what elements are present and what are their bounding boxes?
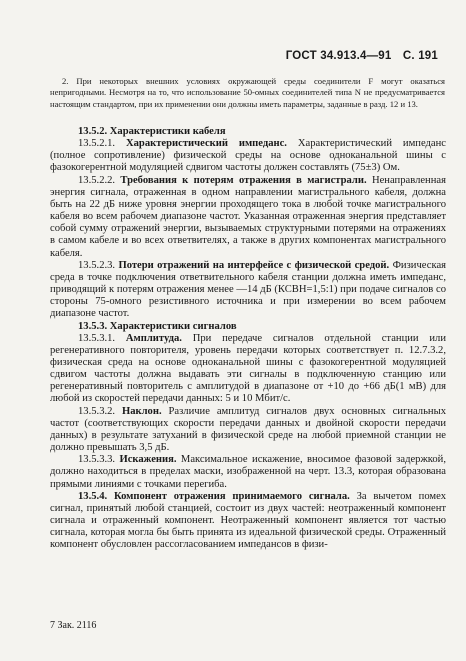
clause-text: Максимальное искажение, вносимое фазовой задержкой, должно находиться в пределах маски, изображенной на черт. 13.3, которая образована прямыми линиями с точками перегиба. xyxy=(50,454,446,490)
clause-title: Требования к потерям отражения в магистрали. xyxy=(120,174,367,186)
main-text xyxy=(50,126,446,551)
clause-title: Компонент отражения принимаемого сигнала. xyxy=(113,490,350,502)
page-header xyxy=(278,50,438,62)
clause-title: Искажения. xyxy=(119,454,177,466)
paragraph-13-5-4 xyxy=(50,491,446,552)
clause-number: 13.5.2.3. xyxy=(78,259,116,271)
paragraph-13-5-3-1 xyxy=(50,333,446,406)
clause-text: При передаче сигналов отдельной станции или регенеративного повторителя, уровень передачи которых соответствует п. 12.7.3.2, физическая среда на основе одноканальной шины с фазокогерентной модуляцией сдвигом частоты должна выдавать эти сигналы в подключенную станцию или регенеративный повторитель с амплитудой в диапазоне от +10 до +66 дБ(1 мВ) для любой из скоростей передачи данных: 5 и 10 Мбит/с. xyxy=(50,332,446,405)
clause-text: Ненаправленная энергия сигнала, отраженная в одном направлении магистрального кабеля, должна быть на 22 дБ ниже уровня энергии проходящего тока в любой точке магистрального кабеля во всем рабочем диапазоне частот. Указанная отраженная энергия представляет собой сумму отражений энергии, вызываемых структурными потерями на отражениях в самом кабеле и во всех ответвителях, а также в других компонентах магистрального кабеля. xyxy=(50,174,446,259)
standard-number: ГОСТ 34.913.4—91 xyxy=(285,50,392,62)
clause-title: Наклон. xyxy=(121,405,162,417)
paragraph-13-5-3-2 xyxy=(50,406,446,455)
clause-title: Характеристический импеданс. xyxy=(125,138,287,150)
footnote-paragraph: 2. При некоторых внешних условиях окружающей среды соединители F могут оказаться непригодными. Несмотря на то, что использование 50-омных соединителей типа N не предусматривается настоящим стандартом, при их применении они должны иметь параметры, заданные в разд. 12 и 13. xyxy=(50,76,445,109)
section-heading-13-5-3: 13.5.3. Характеристики сигналов xyxy=(78,320,237,332)
clause-number: 13.5.3.3. xyxy=(78,454,116,466)
page-number: С. 191 xyxy=(402,50,438,62)
clause-number: 13.5.4. xyxy=(78,490,108,502)
section-heading-13-5-2: 13.5.2. Характеристики кабеля xyxy=(78,126,226,137)
clause-number: 13.5.3.2. xyxy=(78,405,116,417)
clause-text: Различие амплитуд сигналов двух основных сигнальных частот (соответствующих скорости передачи данных и двойной скорости передачи данных) в результате затуханий в физической среде на любой приемной станции не должно превышать 3,5 дБ. xyxy=(50,405,446,454)
clause-number: 13.5.2.1. xyxy=(78,138,116,150)
printer-mark: 7 Зак. 2116 xyxy=(50,620,97,631)
clause-title: Потери отражений на интерфейсе с физической средой. xyxy=(118,259,390,271)
clause-title: Амплитуда. xyxy=(125,332,182,344)
paragraph-13-5-2-1 xyxy=(50,138,446,174)
clause-text: Характеристический импеданс (полное сопротивление) физической среды на основе одноканальной шины с фазокогерентной модуляцией сдвигом частоты должен составлять (75±3) Ом. xyxy=(50,138,446,174)
clause-number: 13.5.3.1. xyxy=(78,332,116,344)
clause-number: 13.5.2.2. xyxy=(78,174,116,186)
paragraph-13-5-2-2 xyxy=(50,175,446,260)
clause-text: За вычетом помех сигнал, принятый любой станцией, состоит из двух частей: неотраженный компонент сигнала и отраженный компонент. Неотраженный компонент является тот частью сигнала, которая могла бы быть принята из идеальной физической среды. Отраженный компонент обусловлен рассогласованием импедансов в физи- xyxy=(50,490,446,551)
paragraph-13-5-2-3 xyxy=(50,260,446,321)
clause-text: Физическая среда в точке подключения ответвительного кабеля станции должна иметь импеданс, приводящий к потерям отражения менее —14 дБ (КСВН=1,5:1) при подаче сигналов со стороны 75-омного резистивного источника и при измерении во всем рабочем диапазоне частот. xyxy=(50,259,447,320)
paragraph-13-5-3-3 xyxy=(50,454,446,490)
